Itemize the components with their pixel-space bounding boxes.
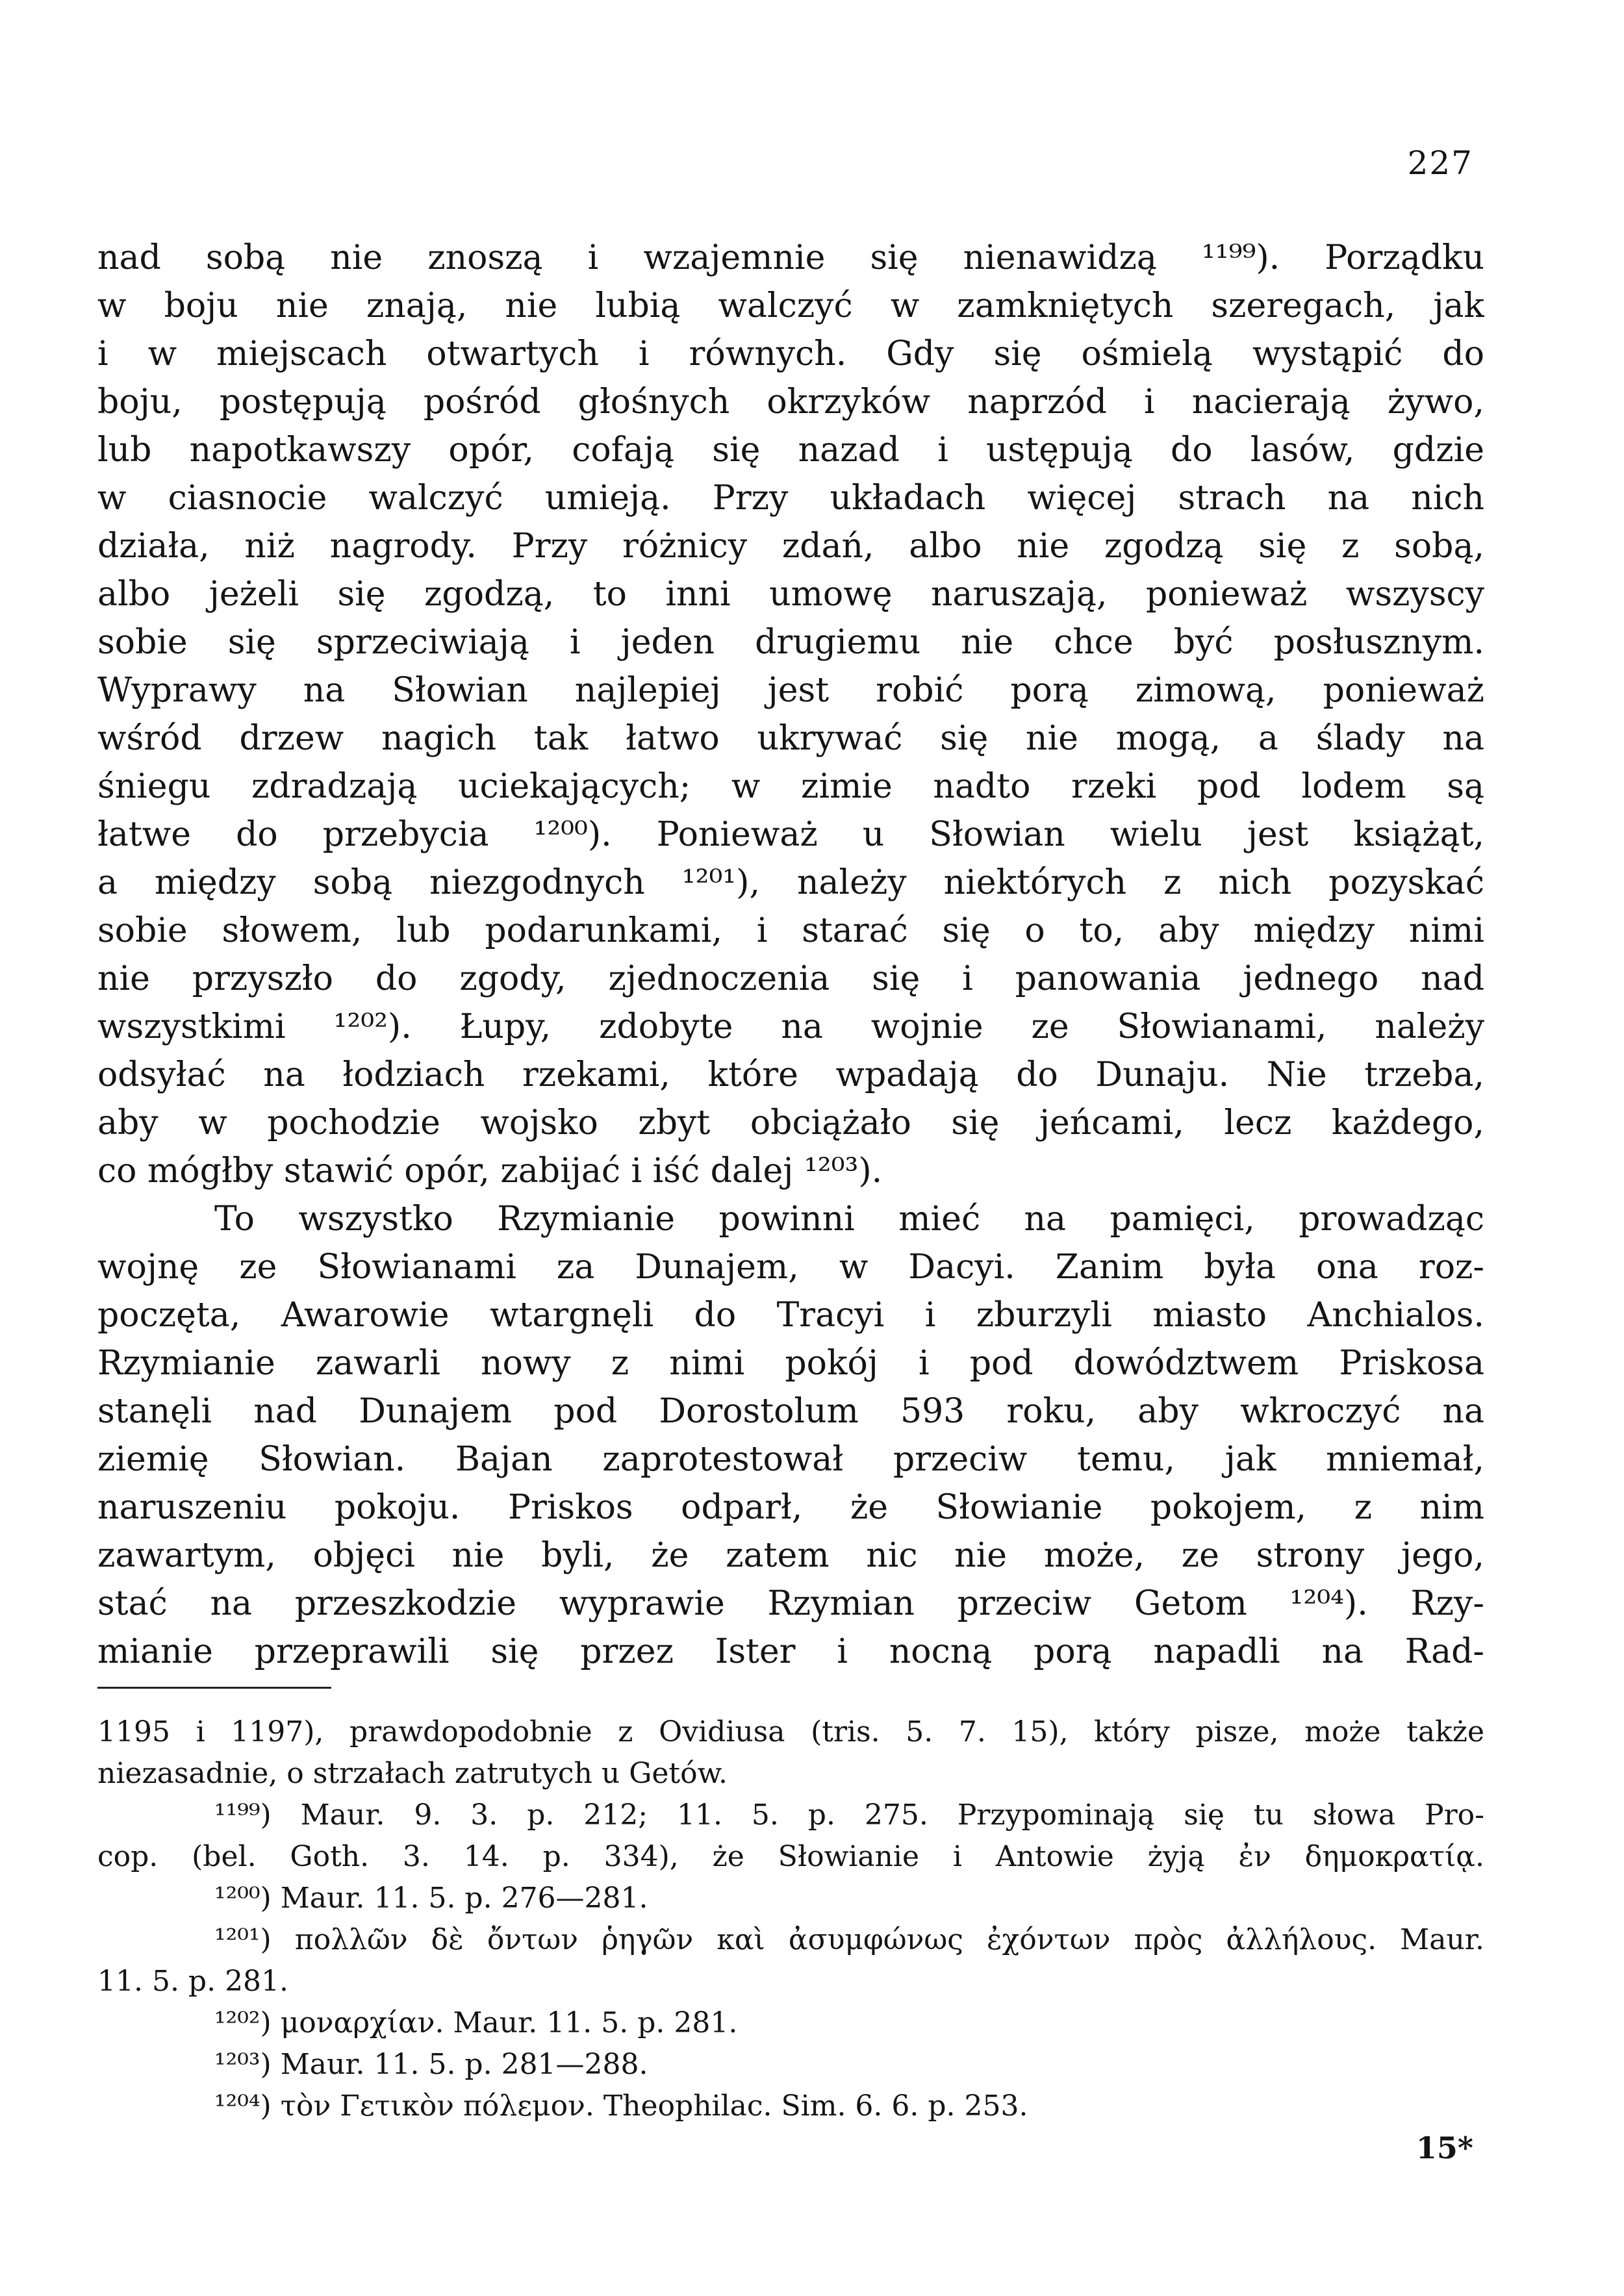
text-line: stać na przeszkodzie wyprawie Rzymian przeciw Getom ¹²⁰⁴). Rzy- bbox=[97, 1584, 1484, 1623]
text-line: boju, postępują pośród głośnych okrzyków naprzód i nacierają żywo, bbox=[97, 383, 1484, 422]
footnote-line: ¹¹⁹⁹) Maur. 9. 3. p. 212; 11. 5. p. 275. Przypominają się tu słowa Pro- bbox=[214, 1798, 1484, 1832]
text-line: ziemię Słowian. Bajan zaprotestował przeciw temu, jak mniemał, bbox=[97, 1440, 1484, 1479]
text-line: sobie się sprzeciwiają i jeden drugiemu nie chce być posłusznym. bbox=[97, 623, 1484, 662]
text-line: działa, niż nagrody. Przy różnicy zdań, albo nie zgodzą się z sobą, bbox=[97, 527, 1484, 566]
text-line: co mógłby stawić opór, zabijać i iść dalej ¹²⁰³). bbox=[97, 1152, 883, 1191]
page-number: 227 bbox=[1407, 144, 1473, 182]
text-line: stanęli nad Dunajem pod Dorostolum 593 roku, aby wkroczyć na bbox=[97, 1392, 1484, 1431]
text-line: Wyprawy na Słowian najlepiej jest robić porą zimową, ponieważ bbox=[97, 671, 1484, 710]
footnote-line: ¹²⁰¹) πολλῶν δὲ ὄντων ῥηγῶν καὶ ἀσυμφώνως ἐχόντων πρὸς ἀλλήλους. Maur. bbox=[214, 1923, 1484, 1956]
footnote-line: ¹²⁰⁰) Maur. 11. 5. p. 276—281. bbox=[214, 1882, 648, 1915]
text-line: aby w pochodzie wojsko zbyt obciążało się jeńcami, lecz każdego, bbox=[97, 1104, 1484, 1142]
text-line: wszystkimi ¹²⁰²). Łupy, zdobyte na wojnie ze Słowianami, należy bbox=[97, 1007, 1484, 1046]
footnote-line: niezasadnie, o strzałach zatrutych u Getów. bbox=[97, 1757, 728, 1790]
body-text bbox=[97, 234, 1484, 1676]
text-line: a między sobą niezgodnych ¹²⁰¹), należy niektórych z nich pozyskać bbox=[97, 863, 1484, 902]
text-line: śniegu zdradzają uciekających; w zimie nadto rzeki pod lodem są bbox=[97, 767, 1484, 806]
text-line: poczęta, Awarowie wtargnęli do Tracyi i zburzyli miasto Anchialos. bbox=[97, 1296, 1484, 1335]
footnote-line: ¹²⁰³) Maur. 11. 5. p. 281—288. bbox=[214, 2048, 648, 2081]
footnote-line: 1195 i 1197), prawdopodobnie z Ovidiusa (tris. 5. 7. 15), który pisze, może także bbox=[97, 1715, 1484, 1748]
text-line: i w miejscach otwartych i równych. Gdy się ośmielą wystąpić do bbox=[97, 334, 1484, 373]
text-line: naruszeniu pokoju. Priskos odparł, że Słowianie pokojem, z nim bbox=[97, 1488, 1484, 1527]
footnotes bbox=[97, 1711, 1484, 2127]
footnote-divider bbox=[97, 1687, 331, 1689]
footnote-line: ¹²⁰²) μοναρχίαν. Maur. 11. 5. p. 281. bbox=[214, 2006, 738, 2039]
text-line: albo jeżeli się zgodzą, to inni umowę naruszają, ponieważ wszyscy bbox=[97, 575, 1484, 614]
signature-mark: 15* bbox=[1415, 2130, 1473, 2165]
text-line: wśród drzew nagich tak łatwo ukrywać się nie mogą, a ślady na bbox=[97, 719, 1484, 758]
text-line: nad sobą nie znoszą i wzajemnie się nienawidzą ¹¹⁹⁹). Porządku bbox=[97, 238, 1484, 277]
footnote-line: 11. 5. p. 281. bbox=[97, 1965, 289, 1998]
text-line: Rzymianie zawarli nowy z nimi pokój i pod dowództwem Priskosa bbox=[97, 1344, 1484, 1383]
text-line: w ciasnocie walczyć umieją. Przy układach więcej strach na nich bbox=[97, 479, 1484, 518]
text-line: mianie przeprawili się przez Ister i nocną porą napadli na Rad- bbox=[97, 1632, 1484, 1671]
text-line: odsyłać na łodziach rzekami, które wpadają do Dunaju. Nie trzeba, bbox=[97, 1055, 1484, 1094]
text-line: łatwe do przebycia ¹²⁰⁰). Ponieważ u Słowian wielu jest książąt, bbox=[97, 815, 1484, 854]
footnote-line: cop. (bel. Goth. 3. 14. p. 334), że Słowianie i Antowie żyją ἐν δημοκρατίᾳ. bbox=[97, 1840, 1484, 1873]
text-line: wojnę ze Słowianami za Dunajem, w Dacyi. Zanim była ona roz- bbox=[97, 1248, 1484, 1287]
footnote-line: ¹²⁰⁴) τὸν Γετικὸν πόλεμον. Theophilac. Sim. 6. 6. p. 253. bbox=[214, 2089, 1028, 2123]
text-line: lub napotkawszy opór, cofają się nazad i ustępują do lasów, gdzie bbox=[97, 431, 1484, 470]
text-line: sobie słowem, lub podarunkami, i starać się o to, aby między nimi bbox=[97, 911, 1484, 950]
text-line: w boju nie znają, nie lubią walczyć w zamkniętych szeregach, jak bbox=[97, 286, 1484, 325]
text-line: nie przyszło do zgody, zjednoczenia się i panowania jednego nad bbox=[97, 959, 1484, 998]
text-line: zawartym, objęci nie byli, że zatem nic nie może, ze strony jego, bbox=[97, 1536, 1484, 1575]
text-line: To wszystko Rzymianie powinni mieć na pamięci, prowadząc bbox=[214, 1200, 1484, 1239]
